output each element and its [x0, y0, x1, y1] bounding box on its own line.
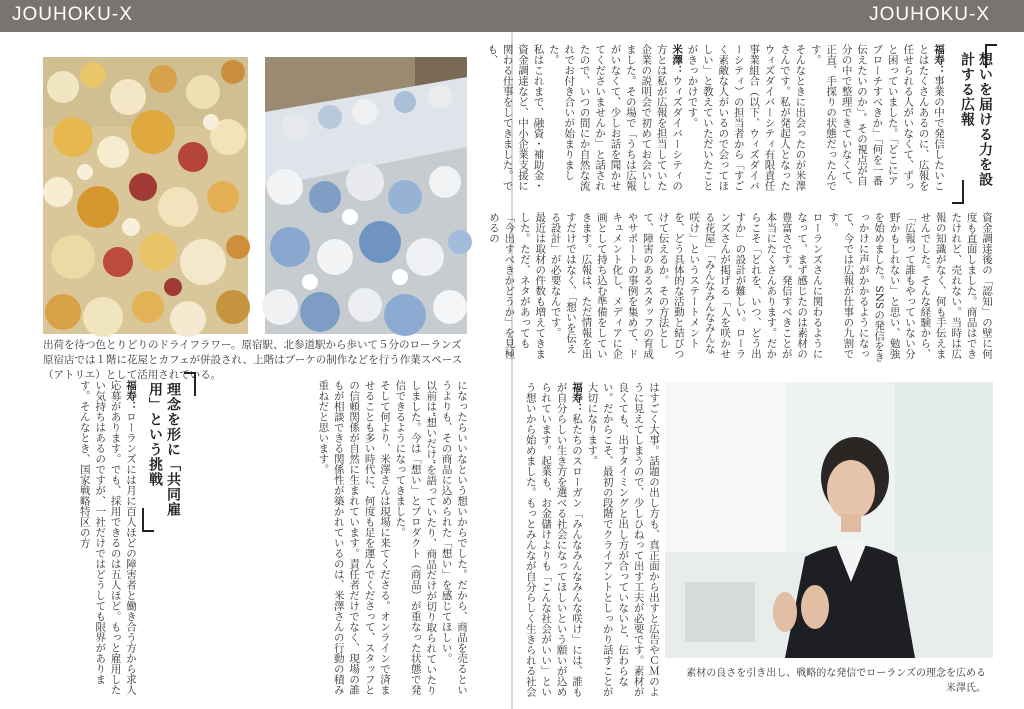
- photo-yellow-dried-flowers: [43, 57, 248, 334]
- body-right-top-column-2: [488, 212, 994, 362]
- paragraph: 福寿：事業の中で発信したいことはたくさんあるのに、広報を任せられる人がいなくて、ずっと困っていました。「どこにアプローチすべきか」「何を一番伝えたいのか」。その視点が自分の中で整理できていなくて、正直、手探りの状態だったんです。: [809, 44, 945, 191]
- photo-portrait-yonezawa: [665, 382, 993, 658]
- heading-bracket-bottom: [142, 508, 154, 532]
- paragraph: 福寿：私たちのスローガン「みんなみんなみんな咲け」には、誰もが自分らしい生き方を選べる社会になってほしいという願いが込められています。起業も、お金儲けよりも「こんな社会がいい」という想いから始めました。もっとみんなが自分らしく生きられる社会: [524, 382, 583, 697]
- paragraph: 私はこれまで、融資・補助金・資金調達など、中小企業支援に関わる仕事をしてきました。でも、: [486, 44, 545, 191]
- paragraph: ローランズさんに関わるようになって、まず感じたのは素材の豊富さです。発信すべきことが本当にたくさんあります。だからこそ「どれを、いつ、どう出すか」の設計が難しい。ローランズさんが掲げる「人を咲かせる花屋」「みんなみんなみんな咲け」というステートメントを、どう具体的な活動と結びつけて伝えるか。その方法として、障害のあるスタッフの育成やサポートの事例を集めて、ドキュメント化し、メディアに企画として持ち込む準備をしていきます。広報は、ただ情報を出すだけではなく、「想いを伝える設計」が必要なんです。: [549, 212, 824, 359]
- header-bar: [0, 0, 1024, 32]
- paragraph: 資金調達後の「認知」の壁に何度も直面しました。商品はできたけれど、売れない。当時は広報の知識がなく、何も手伝えませんでした。そんな経験から、「広報って誰もやっていない分野かもしれない」と思い、勉強を始めました。SNSの発信をきっかけに声がかかるようになって、今では広報が仕事の九割です。: [826, 212, 993, 362]
- paragraph: そして何より、米澤さんは現場に来てくださる。オンラインで済ませることも多い時代に、何度も足を運んでくださって、スタッフとの信頼関係が自然に生まれています。責任者だけでなく、現場の誰もが相談できる関係性が築かれているのは、米澤さんの行動の積み重ねだと思います。: [317, 380, 391, 695]
- brand-right: JOUHOKU-X: [869, 4, 990, 25]
- caption-flowers: 出荷を待つ色とりどりのドライフラワー。原宿駅、北参道駅から歩いて５分のローランズ原宿店では１階に花屋とカフェが併設され、上階はブーケの制作などを行う作業スペース（アトリエ）として活用されている。: [43, 339, 463, 381]
- paragraph: 福寿：ローランズには月に百人ほどの障害者と働き合う方から求人応募があります。でも、採用できるのは五人ほど。もっと雇用したい気持ちはあるのですが、一社だけではどうしても限界があります。そんなとき、国家戦略特区の方: [78, 380, 137, 695]
- paragraph: 米澤：ウィズダイバーシティの方とは私が広報を担当していた企業の説明会で初めてお会いしました。その場で「うちは広報がいなくて、少しお話を聞かせてくださいませんか」と話されたので、いつの間にか自然な流れでお付き合いが始まりました。: [547, 44, 684, 191]
- heading-shared-employment: 理念を形に「共同雇用」という挑戦: [147, 382, 181, 517]
- paragraph: そんなときに出会ったのが米澤さんです。私が発起人となったウィズダイバーシティ有限責任事業組合（以下、ウィズダイバーシティ）の担当者から「すごく素敵な人がいるので会ってほしい」と教えていただいたことがきっかけです。: [686, 44, 807, 191]
- brand-left: JOUHOKU-X: [12, 4, 133, 25]
- paragraph: 最近は取材の件数も増えてきました。ただ、ネタがあっても「今出すべきかどうか」を見極めるの: [488, 212, 547, 359]
- body-right-top-column-1: [486, 44, 946, 192]
- paragraph: 以前は“想いだけ”を語っていたり、商品だけが切り取られていたりしました。今は「想い」とプロダクト（商品）が重なった状態で発信できるようになってきました。: [394, 380, 438, 696]
- body-left-outer-column: [38, 380, 138, 700]
- heading-bracket-top: [184, 372, 196, 396]
- caption-portrait: 素材の良さを引き出し、戦略的な発信でローランズの理念を広める米澤氏。: [686, 668, 986, 694]
- heading-pr-design: 想いを届ける力を設計する広報: [959, 52, 993, 187]
- paragraph: になったらいいなという想いからでした。だから、商品を売るというよりも、その商品に込められた「想い」を感じてほしい。: [440, 380, 468, 695]
- photo-blue-dried-flowers: [265, 57, 467, 334]
- heading-bracket-bottom: [952, 180, 964, 204]
- body-left-middle-column: [257, 380, 469, 700]
- paragraph: はすごく大事。話題の出し方も、真正面から出すと広告やＣＭのように見えてしまうので、少しひねって出す工夫が必要です。素材が良くても、出すタイミングと出し方が合っていないと、伝わらない。だからこそ、最初の段階でクライアントとしっかり話すことが大切になります。: [586, 382, 660, 697]
- body-right-bottom-column: [524, 382, 661, 702]
